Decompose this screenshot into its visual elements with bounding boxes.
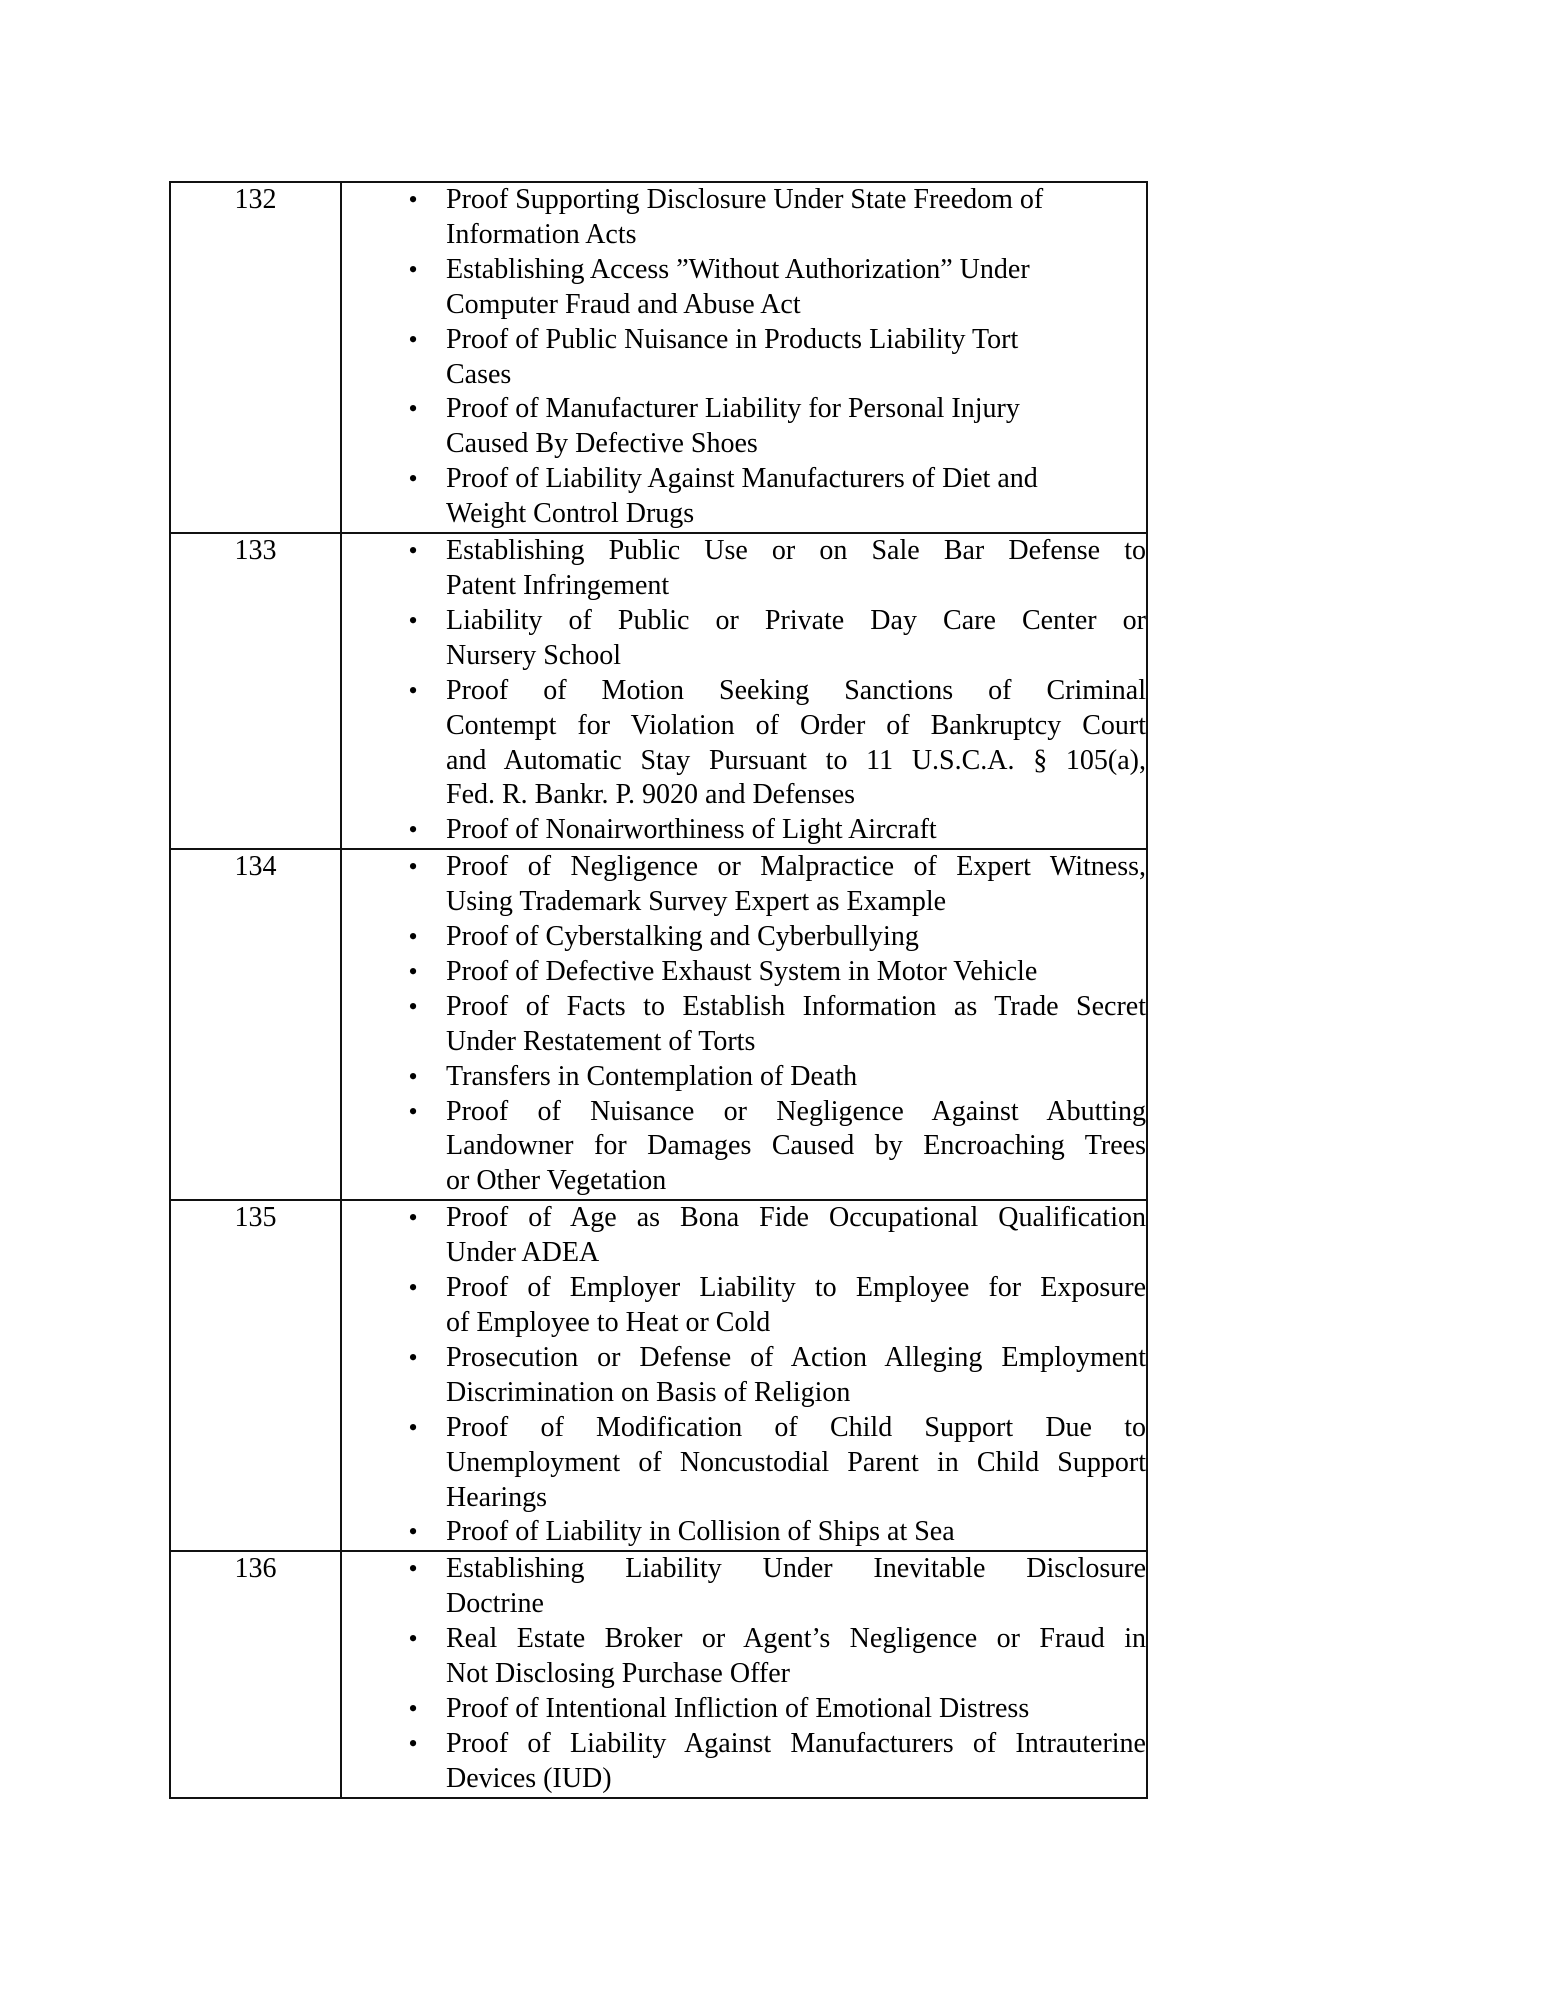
bullet-icon: • — [408, 324, 418, 354]
bullet-icon: • — [408, 815, 418, 845]
bullet-icon: • — [408, 605, 418, 635]
table-row — [170, 849, 1147, 1200]
bullet-icon: • — [408, 991, 418, 1021]
topic-text-line: Caused By Defective Shoes — [446, 428, 758, 460]
topic-list — [342, 183, 1146, 532]
bullet-icon: • — [408, 1096, 418, 1126]
topics-cell — [341, 533, 1147, 849]
list-item — [342, 183, 1146, 253]
topic-list — [342, 850, 1146, 1199]
bullet-icon: • — [408, 1342, 418, 1372]
volume-number: 136 — [234, 1553, 277, 1585]
topic-list — [342, 1552, 1146, 1796]
topic-text-line: Proof of Facts to Establish Information as Trade Secret — [446, 990, 1146, 1022]
list-item — [342, 955, 1146, 990]
topic-text-line: Real Estate Broker or Agent’s Negligence or Fraud in — [446, 1623, 1146, 1655]
list-item — [342, 1727, 1146, 1797]
list-item — [342, 462, 1146, 532]
topic-text-line: Transfers in Contemplation of Death — [446, 1060, 858, 1092]
bullet-icon: • — [408, 254, 418, 284]
topic-text-line: Nursery School — [446, 639, 621, 671]
volume-number-cell — [170, 182, 341, 533]
topic-text-line: Under ADEA — [446, 1237, 600, 1269]
volume-number-cell — [170, 849, 341, 1200]
bullet-icon: • — [408, 1728, 418, 1758]
volume-number: 134 — [234, 851, 277, 883]
topic-text-line: Proof of Age as Bona Fide Occupational Qualification — [446, 1202, 1146, 1234]
bullet-icon: • — [408, 1693, 418, 1723]
volume-number-cell — [170, 1551, 341, 1797]
list-item — [342, 534, 1146, 604]
list-item — [342, 1341, 1146, 1411]
bullet-icon: • — [408, 464, 418, 494]
bullet-icon: • — [408, 956, 418, 986]
topic-text-line: Landowner for Damages Caused by Encroaching Trees — [446, 1130, 1146, 1162]
topic-text-line: Not Disclosing Purchase Offer — [446, 1658, 790, 1690]
list-item — [342, 674, 1146, 814]
topic-text-line: Hearings — [446, 1481, 548, 1513]
list-item — [342, 604, 1146, 674]
topic-text-line: Establishing Access ”Without Authorization” Under — [446, 253, 1030, 285]
list-item — [342, 1201, 1146, 1271]
bullet-icon: • — [408, 394, 418, 424]
list-item — [342, 253, 1146, 323]
list-item — [342, 1692, 1146, 1727]
topic-text-line: Proof of Liability Against Manufacturers of Diet and — [446, 463, 1038, 495]
topic-text-line: Contempt for Violation of Order of Bankruptcy Court — [446, 709, 1146, 741]
topic-text-line: Proof of Public Nuisance in Products Liability Tort — [446, 323, 1019, 355]
topic-text-line: Cases — [446, 358, 512, 390]
bullet-icon: • — [408, 1554, 418, 1584]
topic-text-line: Proof of Manufacturer Liability for Personal Injury — [446, 393, 1020, 425]
topic-text-line: Using Trademark Survey Expert as Example — [446, 886, 947, 918]
topics-cell — [341, 1200, 1147, 1551]
volume-number-cell — [170, 533, 341, 849]
topics-cell — [341, 182, 1147, 533]
topic-text-line: Liability of Public or Private Day Care Center or — [446, 604, 1146, 636]
topic-list — [342, 1201, 1146, 1550]
list-item — [342, 1095, 1146, 1200]
list-item — [342, 1271, 1146, 1341]
bullet-icon: • — [408, 1517, 418, 1547]
topic-text-line: or Other Vegetation — [446, 1165, 667, 1197]
topic-text-line: Proof Supporting Disclosure Under State Freedom of — [446, 184, 1044, 215]
bullet-icon: • — [408, 1412, 418, 1442]
bullet-icon: • — [408, 185, 418, 214]
topic-list — [342, 534, 1146, 848]
bullet-icon: • — [408, 1624, 418, 1654]
bullet-icon: • — [408, 1061, 418, 1091]
topic-text-line: Under Restatement of Torts — [446, 1025, 756, 1057]
volume-number: 133 — [234, 535, 277, 567]
topic-text-line: Proof of Employer Liability to Employee for Exposure — [446, 1272, 1146, 1304]
topic-text-line: Proof of Liability in Collision of Ships at Sea — [446, 1516, 955, 1548]
bullet-icon: • — [408, 922, 418, 952]
volume-topics-table — [169, 181, 1148, 1799]
topic-text-line: Proof of Cyberstalking and Cyberbullying — [446, 921, 919, 953]
list-item — [342, 1060, 1146, 1095]
topic-text-line: Fed. R. Bankr. P. 9020 and Defenses — [446, 779, 856, 811]
topic-text-line: Proof of Motion Seeking Sanctions of Criminal — [446, 674, 1146, 706]
bullet-icon: • — [408, 1203, 418, 1233]
topic-text-line: Proof of Negligence or Malpractice of Expert Witness, — [446, 851, 1146, 883]
list-item — [342, 813, 1146, 848]
topic-text-line: Proof of Defective Exhaust System in Motor Vehicle — [446, 955, 1038, 987]
topic-text-line: Discrimination on Basis of Religion — [446, 1376, 851, 1408]
volume-number: 135 — [234, 1202, 277, 1234]
topic-text-line: Proof of Nuisance or Negligence Against Abutting — [446, 1095, 1146, 1127]
topic-text-line: Computer Fraud and Abuse Act — [446, 288, 801, 320]
list-item — [342, 920, 1146, 955]
table-row — [170, 533, 1147, 849]
topics-cell — [341, 1551, 1147, 1797]
topic-text-line: of Employee to Heat or Cold — [446, 1307, 771, 1338]
topic-text-line: Proof of Nonairworthiness of Light Aircraft — [446, 814, 937, 846]
topic-text-line: Proof of Intentional Infliction of Emotional Distress — [446, 1692, 1030, 1724]
topic-text-line: and Automatic Stay Pursuant to 11 U.S.C.A. § 105(a), — [446, 744, 1146, 776]
bullet-icon: • — [408, 675, 418, 705]
table-body — [170, 182, 1147, 1798]
table-row — [170, 182, 1147, 533]
list-item — [342, 1411, 1146, 1516]
list-item — [342, 990, 1146, 1060]
topic-text-line: Weight Control Drugs — [446, 498, 695, 530]
bullet-icon: • — [408, 1273, 418, 1303]
table-row — [170, 1551, 1147, 1797]
list-item — [342, 1515, 1146, 1550]
volume-number-cell — [170, 1200, 341, 1551]
list-item — [342, 392, 1146, 462]
list-item — [342, 1622, 1146, 1692]
topic-text-line: Proof of Modification of Child Support Due to — [446, 1411, 1146, 1443]
topic-text-line: Establishing Public Use or on Sale Bar Defense to — [446, 535, 1146, 567]
list-item — [342, 323, 1146, 393]
list-item — [342, 850, 1146, 920]
bullet-icon: • — [408, 852, 418, 882]
topic-text-line: Prosecution or Defense of Action Alleging Employment — [446, 1341, 1146, 1373]
volume-number: 132 — [234, 184, 277, 215]
topic-text-line: Devices (IUD) — [446, 1762, 612, 1794]
topic-text-line: Proof of Liability Against Manufacturers of Intrauterine — [446, 1727, 1146, 1759]
topics-cell — [341, 849, 1147, 1200]
topic-text-line: Doctrine — [446, 1588, 544, 1620]
topic-text-line: Patent Infringement — [446, 569, 670, 601]
list-item — [342, 1552, 1146, 1622]
bullet-icon: • — [408, 536, 418, 566]
topic-text-line: Establishing Liability Under Inevitable Disclosure — [446, 1553, 1146, 1585]
topic-text-line: Unemployment of Noncustodial Parent in Child Support — [446, 1446, 1146, 1478]
topic-text-line: Information Acts — [446, 218, 637, 250]
table-row — [170, 1200, 1147, 1551]
